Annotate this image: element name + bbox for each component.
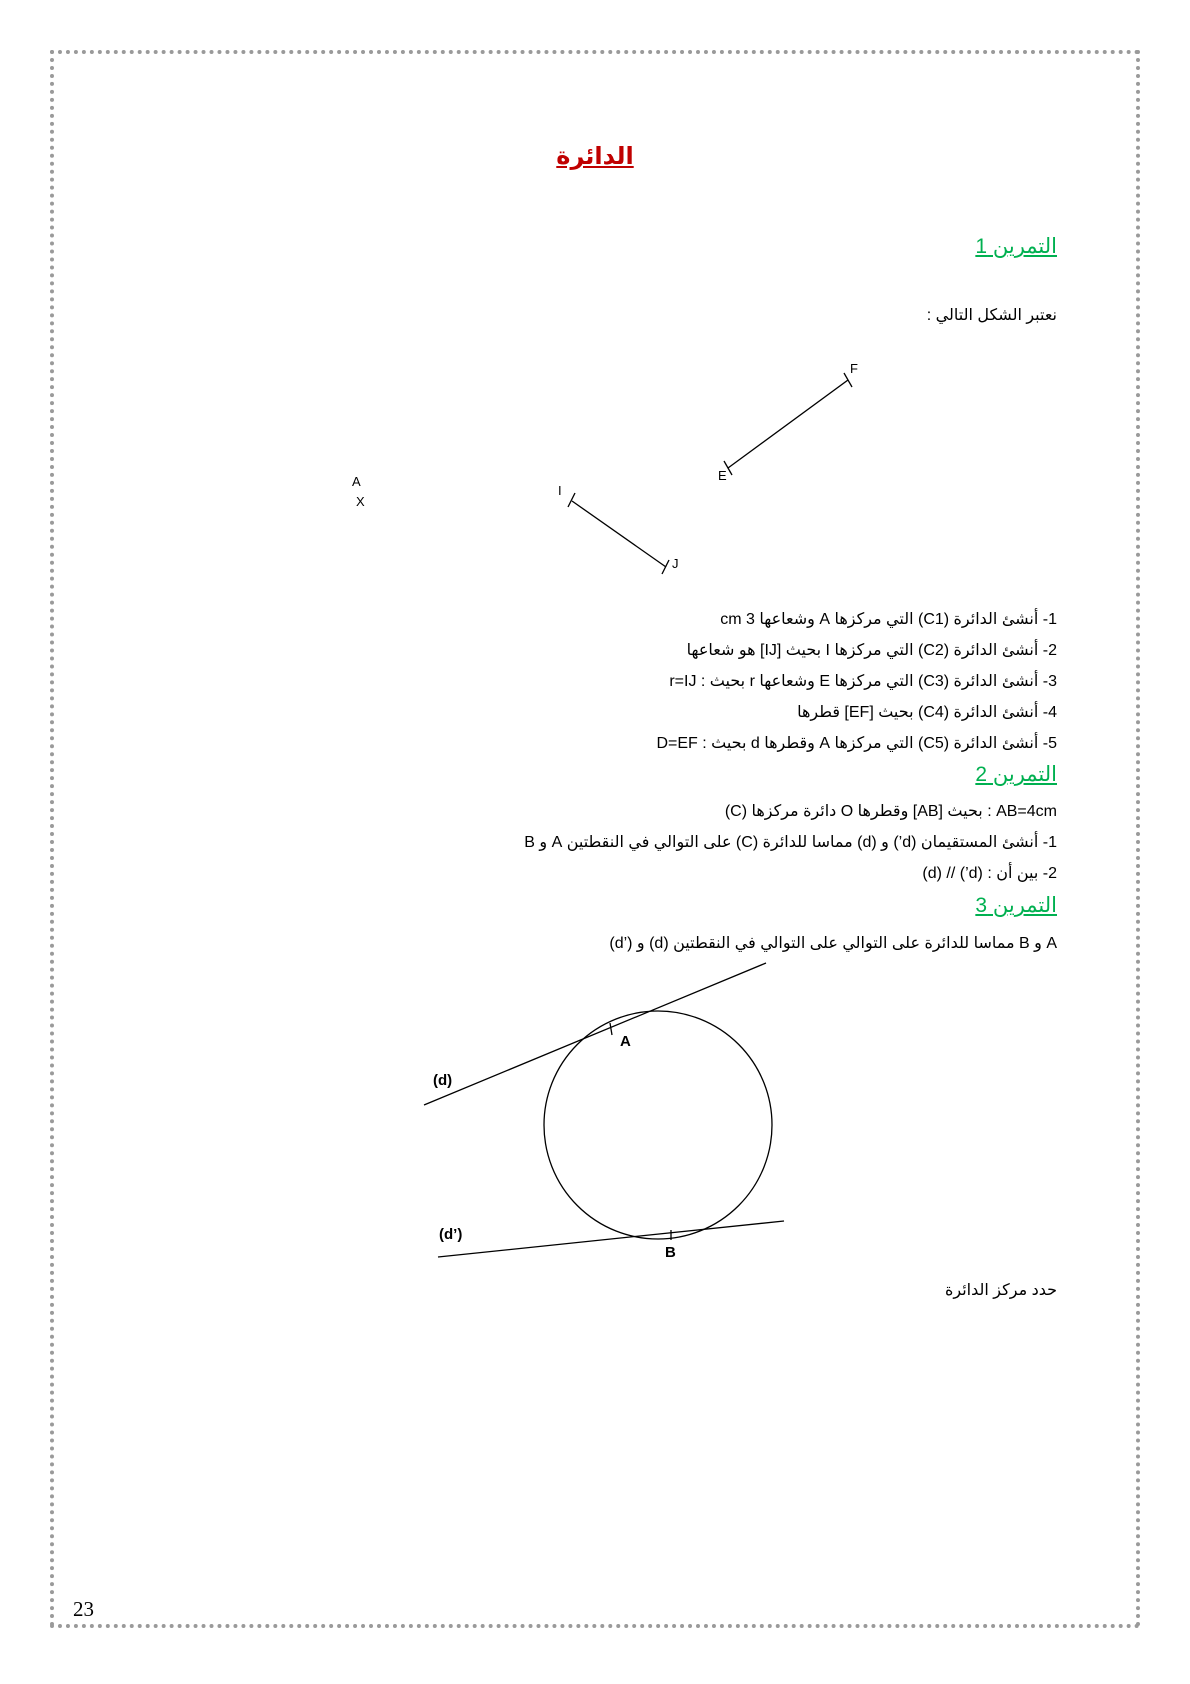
figure-label-a: A [620, 1033, 631, 1050]
figure-label-j: J [672, 556, 679, 571]
figure-label-i: I [558, 483, 562, 498]
segment-ef [728, 380, 848, 468]
exercise-3-question: حدد مركز الدائرة [945, 1282, 1057, 1299]
tick-j [662, 560, 669, 574]
exercise-1-item-5: 5- أنشئ الدائرة (C5) التي مركزها A وقطرها d بحيث : D=EF [656, 735, 1057, 752]
figure-label-a: A [352, 474, 361, 489]
exercise-1-heading: التمرين 1 [975, 235, 1057, 258]
exercise-2-item-2: 2- بين أن : (d’) // (d) [922, 865, 1057, 882]
exercise-1-item-4: 4- أنشئ الدائرة (C4) بحيث [EF] قطرها [797, 704, 1057, 721]
point-a-cross: X [356, 494, 365, 509]
exercise-1-intro: نعتبر الشكل التالي : [926, 307, 1057, 324]
exercise-3-heading: التمرين 3 [975, 894, 1057, 917]
figure-label-d: (d) [433, 1072, 453, 1089]
tick-i [568, 493, 575, 507]
exercise-2-item-1: 1- أنشئ المستقيمان (d’) و (d) مماسا للدائرة (C) على التوالي في النقطتين A و B [524, 834, 1057, 851]
exercise-2-heading: التمرين 2 [975, 763, 1057, 786]
segment-ij [572, 501, 666, 567]
page-number: 23 [73, 1597, 94, 1621]
exercise-3-figure [420, 955, 800, 1275]
figure-label-b: B [665, 1244, 676, 1261]
circle [544, 1011, 772, 1239]
exercise-1-item-1: 1- أنشئ الدائرة (C1) التي مركزها A وشعاعها 3 cm [720, 611, 1057, 628]
exercise-1-figure [330, 355, 890, 585]
page-title: الدائرة [556, 143, 634, 170]
figure-label-e: E [718, 468, 727, 483]
exercise-1-item-2: 2- أنشئ الدائرة (C2) التي مركزها I بحيث [IJ] هو شعاعها [686, 642, 1057, 659]
tangent-line-d-prime [438, 1221, 784, 1257]
figure-label-d-prime: (d’) [439, 1226, 463, 1243]
exercise-2-statement: (C) دائرة مركزها O وقطرها [AB] بحيث : AB=4cm [724, 803, 1057, 820]
exercise-3-statement: (d’) و (d) مماسا للدائرة على التوالي على التوالي في النقطتين B و A [609, 935, 1057, 952]
figure-label-f: F [850, 361, 858, 376]
tangent-line-d [424, 963, 766, 1105]
tick-a [610, 1023, 612, 1035]
exercise-1-item-3: 3- أنشئ الدائرة (C3) التي مركزها E وشعاعها r بحيث : r=IJ [669, 673, 1057, 690]
